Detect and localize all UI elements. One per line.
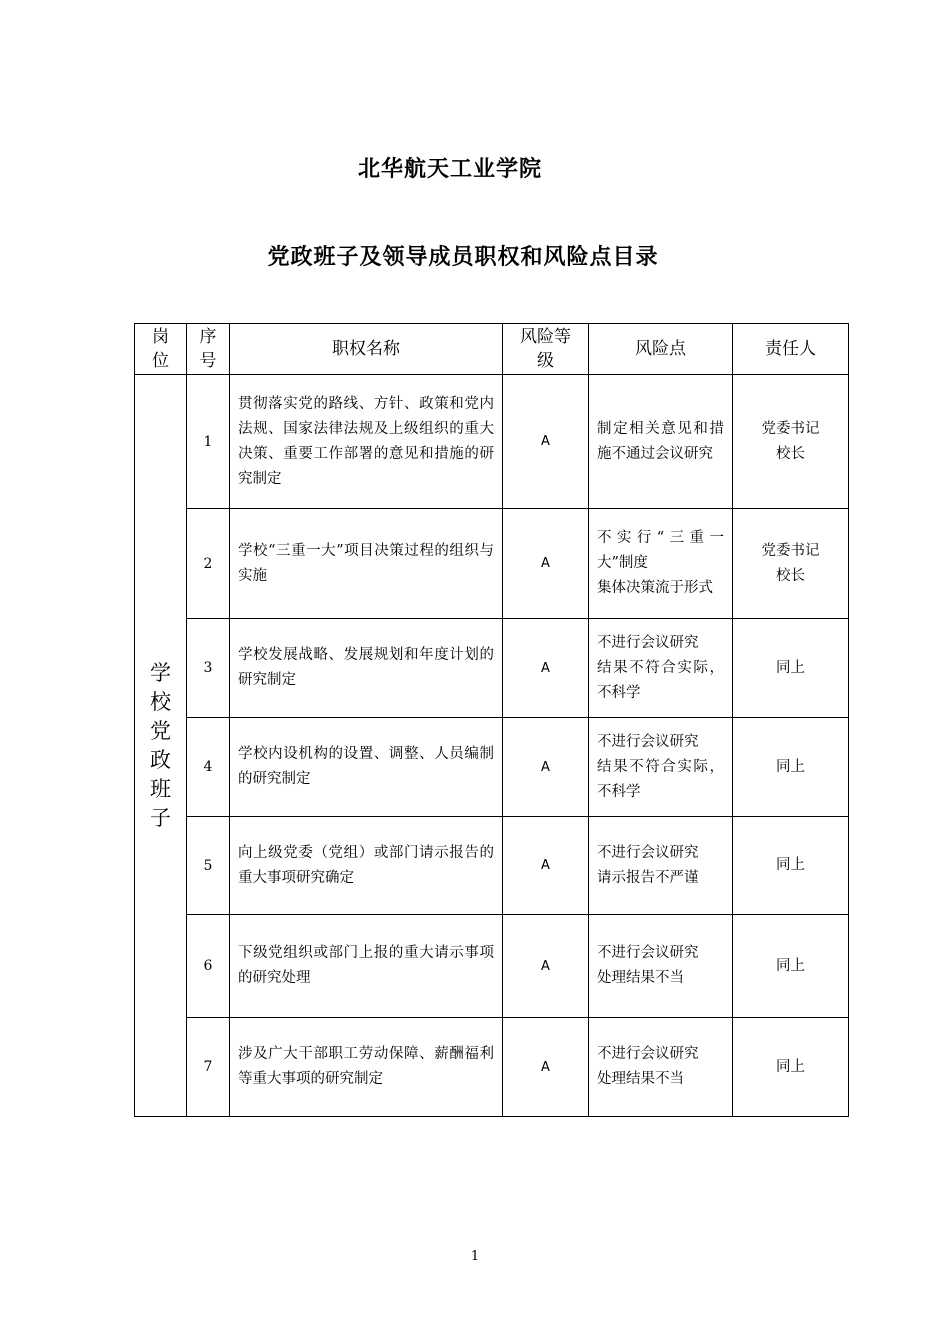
risk-point-cell: 不实行“三重一大”制度 集体决策流于形式: [589, 509, 733, 619]
owner-cell: 同上: [733, 1018, 849, 1117]
risk-point-cell: 不进行会议研究 处理结果不当: [589, 1018, 733, 1117]
authority-name-cell: 贯彻落实党的路线、方针、政策和党内法规、国家法律法规及上级组织的重大决策、重要工作部署的意见和措施的研究制定: [230, 375, 503, 509]
header-post: 岗 位: [135, 324, 187, 375]
seq-cell: 2: [187, 509, 230, 619]
header-risk-point: 风险点: [589, 324, 733, 375]
authority-name-cell: 下级党组织或部门上报的重大请示事项的研究处理: [230, 915, 503, 1018]
header-name: 职权名称: [230, 324, 503, 375]
authority-name-cell: 学校“三重一大”项目决策过程的组织与实施: [230, 509, 503, 619]
risk-level-cell: A: [503, 718, 589, 817]
table-row: [135, 509, 849, 619]
table-row: [135, 817, 849, 915]
page-number: 1: [470, 1249, 480, 1264]
header-owner: 责任人: [733, 324, 849, 375]
seq-cell: 3: [187, 619, 230, 718]
table-row: [135, 619, 849, 718]
table-row: [135, 1018, 849, 1117]
seq-cell: 1: [187, 375, 230, 509]
seq-cell: 6: [187, 915, 230, 1018]
seq-cell: 5: [187, 817, 230, 915]
authority-name-cell: 学校内设机构的设置、调整、人员编制的研究制定: [230, 718, 503, 817]
owner-cell: 同上: [733, 817, 849, 915]
document-title: 北华航天工业学院: [357, 157, 542, 182]
owner-cell: 同上: [733, 619, 849, 718]
risk-point-cell: 不进行会议研究 结果不符合实际，不科学: [589, 718, 733, 817]
risk-level-cell: A: [503, 817, 589, 915]
risk-point-cell: 不进行会议研究 请示报告不严谨: [589, 817, 733, 915]
seq-cell: 4: [187, 718, 230, 817]
risk-point-cell: 不进行会议研究 结果不符合实际，不科学: [589, 619, 733, 718]
authority-name-cell: 向上级党委（党组）或部门请示报告的重大事项研究确定: [230, 817, 503, 915]
owner-cell: 党委书记 校长: [733, 375, 849, 509]
risk-level-cell: A: [503, 1018, 589, 1117]
header-seq: 序 号: [187, 324, 230, 375]
owner-cell: 同上: [733, 915, 849, 1018]
table-header-row: [135, 324, 849, 375]
owner-cell: 同上: [733, 718, 849, 817]
seq-cell: 7: [187, 1018, 230, 1117]
risk-point-cell: 不进行会议研究 处理结果不当: [589, 915, 733, 1018]
post-cell: 学校党政班子: [135, 375, 187, 1117]
authority-name-cell: 学校发展战略、发展规划和年度计划的研究制定: [230, 619, 503, 718]
owner-cell: 党委书记 校长: [733, 509, 849, 619]
risk-point-cell: 制定相关意见和措施不通过会议研究: [589, 375, 733, 509]
table-row: [135, 915, 849, 1018]
risk-level-cell: A: [503, 915, 589, 1018]
table-row: [135, 718, 849, 817]
risk-level-cell: A: [503, 619, 589, 718]
document-subtitle: 党政班子及领导成员职权和风险点目录: [267, 245, 659, 270]
risk-level-cell: A: [503, 509, 589, 619]
header-level: 风险等 级: [503, 324, 589, 375]
risk-level-cell: A: [503, 375, 589, 509]
risk-table: [134, 323, 849, 1117]
authority-name-cell: 涉及广大干部职工劳动保障、薪酬福利等重大事项的研究制定: [230, 1018, 503, 1117]
table-row: [135, 375, 849, 509]
